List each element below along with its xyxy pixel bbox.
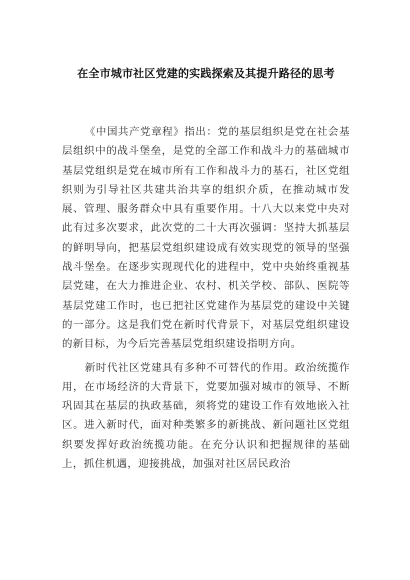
body-paragraph-1: 《中国共产党章程》指出：党的基层组织是党在社会基层组织中的战斗堡垒，是党的全部工作和战斗力的基础城市基层党组织是党在城市所有工作和战斗力的基石，社区党组织则为引导社区共建共治共享的组织介质，在推动城市发展、管理、服务群众中具有重要作用。十八大以来党中央对此有过多次要求，此次党的二十大再次强调：坚持大抓基层的鲜明导向，把基层党组织建设成有效实现党的领导的坚强战斗堡垒。在逐步实现现代化的进程中，党中央始终重视基层党建，在大力推进企业、农村、机关学校、部队、医院等基层党建工作时，也已把社区党建作为基层党的建设中关键的一部分。这是我们党在新时代背景下，对基层党组织建设的新目标，为今后完善基层党组织建设指明方向。	[62, 126, 350, 351]
document-title: 在全市城市社区党建的实践探索及其提升路径的思考	[77, 67, 335, 80]
body-paragraph-2: 新时代社区党建具有多种不可替代的作用。政治统揽作用，在市场经济的大背景下，党要加强对城市的领导、不断巩固其在基层的执政基础，须将党的建设工作有效地嵌入社区。进入新时代，面对种类繁多的新挑战、新问题社区党组织要发挥好政治统揽功能。在充分认识和把握规律的基础上，抓住机遇，迎接挑战，加强对社区居民政治	[62, 361, 350, 471]
